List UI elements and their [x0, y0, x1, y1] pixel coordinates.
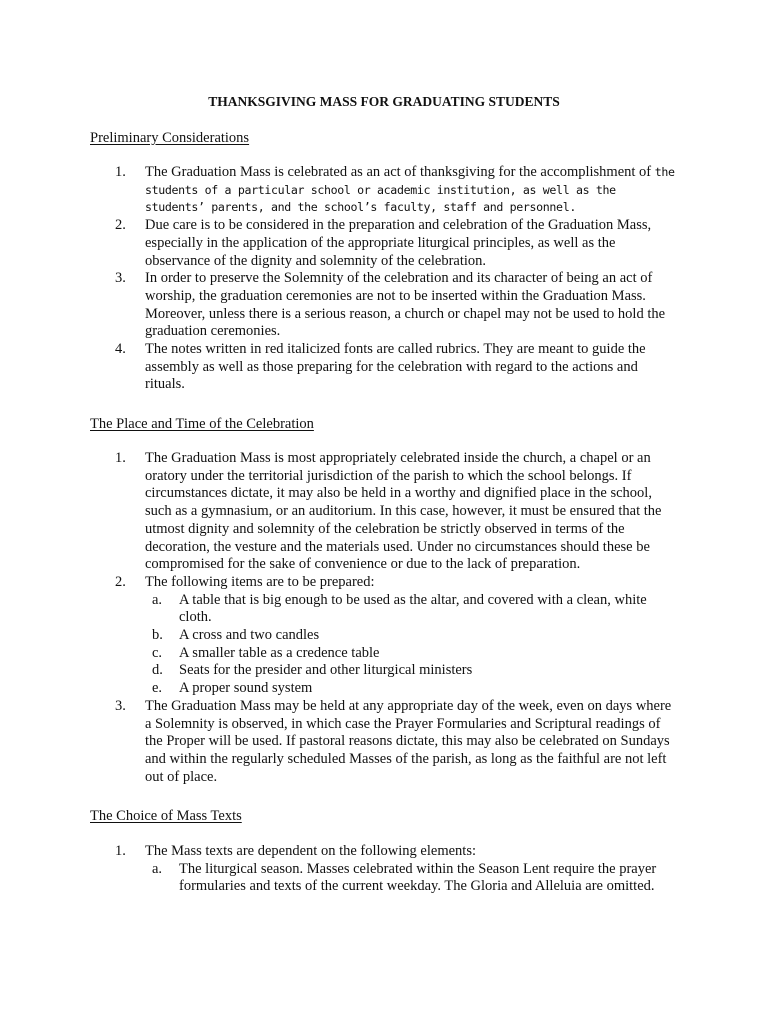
item-text: In order to preserve the Solemnity of the celebration and its character of being an act of worship, the graduation ceremonies are not to be inserted within the Graduation Mass. Moreover, unless there is a serious reason, a church or chapel may not be used to hold the graduation ceremonies.: [145, 270, 666, 340]
sub-item-text: Seats for the presider and other liturgical ministers: [179, 662, 473, 679]
sub-list-item: [145, 627, 675, 645]
item-text: The Graduation Mass may be held at any appropriate day of the week, even on days where a Solemnity is observed, in which case the Prayer Formularies and Scriptural readings of the Proper will be used. If pastoral reasons dictate, this may also be celebrated on Sundays and within the regularly scheduled Masses of the parish, as long as the faithful are not left out of place.: [145, 697, 672, 785]
mass-elements-list: [145, 861, 675, 896]
preliminary-list: [115, 164, 675, 394]
list-item: [115, 450, 675, 574]
place-time-list: [115, 450, 675, 786]
sub-item-letter: e.: [152, 680, 163, 697]
list-item: [115, 341, 675, 394]
sub-item-text: The liturgical season. Masses celebrated within the Season Lent require the prayer formularies and texts of the current weekday. The Gloria and Alleluia are omitted.: [179, 860, 657, 895]
item-text: The notes written in red italicized fonts are called rubrics. They are meant to guide the assembly as well as those preparing for the celebration with regard to the actions and rituals.: [145, 341, 646, 393]
prepared-items-list: [145, 592, 675, 698]
sub-item-text: A table that is big enough to be used as the altar, and covered with a clean, white cloth.: [179, 591, 647, 626]
list-item: [115, 270, 675, 341]
item-text: The Mass texts are dependent on the following elements:: [145, 843, 476, 859]
item-number: 2.: [115, 573, 126, 590]
list-item: [115, 217, 675, 270]
item-number: 4.: [115, 341, 126, 358]
sub-list-item: [145, 680, 675, 698]
list-item: [115, 698, 675, 787]
item-text-continued: the students of a particular school or academic institution, as well as the students’ parents, and the school’s faculty, staff and personnel.: [145, 165, 675, 215]
sub-list-item: [145, 662, 675, 680]
item-number: 2.: [115, 217, 126, 234]
document-title: THANKSGIVING MASS FOR GRADUATING STUDENTS: [208, 94, 560, 109]
item-number: 3.: [115, 697, 126, 714]
item-text: The Graduation Mass is celebrated as an act of thanksgiving for the accomplishment of: [145, 164, 652, 180]
section-heading-preliminary: Preliminary Considerations: [90, 130, 250, 146]
sub-list-item: [145, 645, 675, 663]
section-heading-mass-texts: The Choice of Mass Texts: [90, 808, 242, 824]
sub-item-text: A proper sound system: [179, 680, 313, 697]
item-number: 1.: [115, 843, 126, 859]
sub-list-item: [145, 861, 675, 896]
sub-list-item: [145, 592, 675, 627]
list-item: [115, 574, 675, 698]
list-item: [115, 164, 675, 217]
sub-item-text: A cross and two candles: [179, 627, 320, 644]
item-text: Due care is to be considered in the preparation and celebration of the Graduation Mass, especially in the application of the appropriate liturgical principles, as well as the observance of the dignity and solemnity of the celebration.: [145, 217, 652, 269]
sub-item-text: A smaller table as a credence table: [179, 644, 380, 661]
sub-item-letter: a.: [152, 591, 163, 608]
sub-item-letter: c.: [152, 644, 163, 661]
item-text: The following items are to be prepared:: [145, 573, 375, 590]
item-number: 3.: [115, 270, 126, 287]
item-text: The Graduation Mass is most appropriately celebrated inside the church, a chapel or an oratory under the territorial jurisdiction of the parish to which the school belongs. If circumstances dictate, it may also be held in a worthy and dignified place in the school, such as a gymnasium, or an auditorium. In this case, however, it must be ensured that the utmost dignity and solemnity of the celebration be strictly observed in terms of the decoration, the vesture and the materials used. Under no circumstances should these be compromised for the sake of convenience or due to the lack of preparation.: [145, 450, 662, 573]
item-number: 1.: [115, 164, 126, 180]
item-number: 1.: [115, 450, 126, 466]
mass-texts-list: [115, 843, 675, 896]
section-heading-place-time: The Place and Time of the Celebration: [90, 416, 314, 432]
sub-item-letter: a.: [152, 860, 163, 877]
list-item: [115, 843, 675, 896]
sub-item-letter: b.: [152, 627, 163, 644]
sub-item-letter: d.: [152, 662, 163, 679]
